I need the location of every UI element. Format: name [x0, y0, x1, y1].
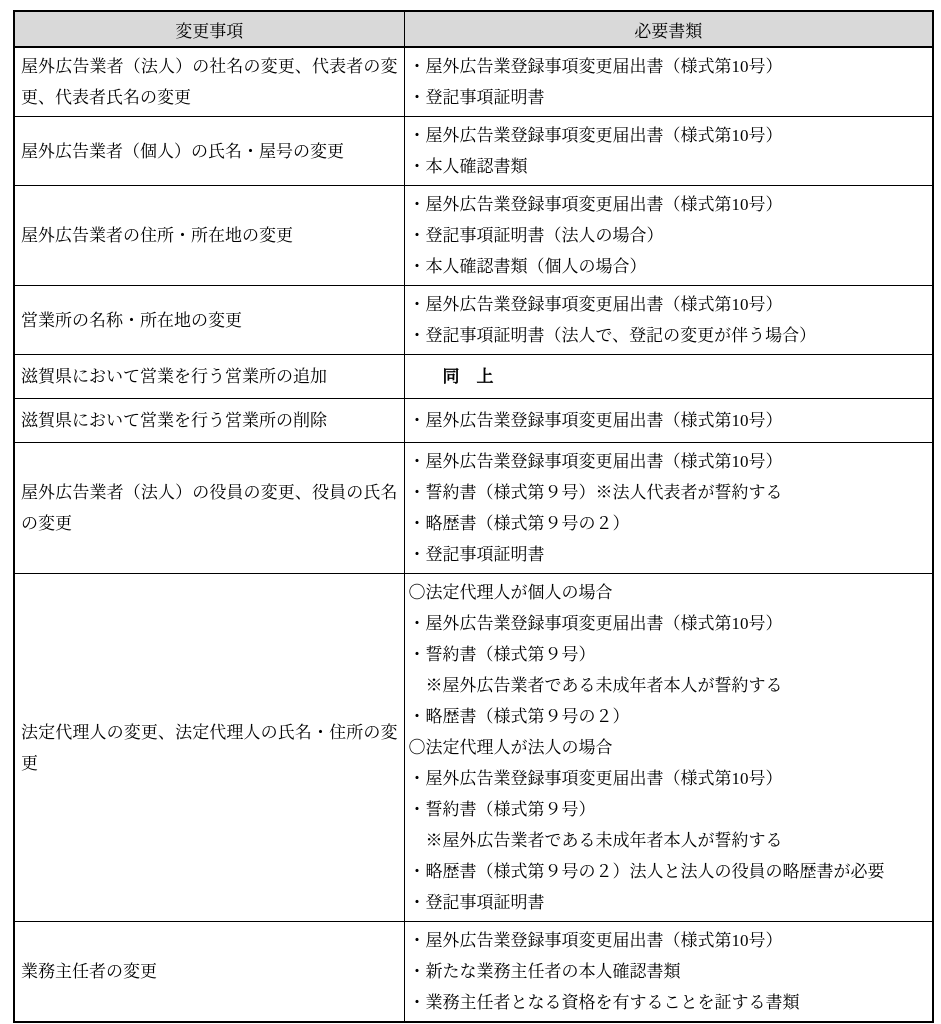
- doc-line: ・屋外広告業登録事項変更届出書（様式第10号）: [408, 195, 783, 214]
- required-docs-cell: [404, 117, 933, 186]
- doc-line: ・屋外広告業登録事項変更届出書（様式第10号）: [408, 295, 783, 314]
- doc-line: ・略歴書（様式第９号の２）法人と法人の役員の略歴書が必要: [408, 862, 885, 881]
- required-docs-cell: [404, 574, 933, 922]
- doc-line: 〇法定代理人が個人の場合: [408, 583, 613, 602]
- doc-line: ・略歴書（様式第９号の２）: [408, 514, 630, 533]
- change-item-cell: 屋外広告業者（個人）の氏名・屋号の変更: [14, 117, 404, 186]
- change-item-cell: 屋外広告業者の住所・所在地の変更: [14, 186, 404, 286]
- table-row: [14, 399, 933, 443]
- doc-line: ・屋外広告業登録事項変更届出書（様式第10号）: [408, 614, 783, 633]
- doc-line: ・屋外広告業登録事項変更届出書（様式第10号）: [408, 126, 783, 145]
- required-docs-cell: [404, 47, 933, 117]
- change-item-cell: 滋賀県において営業を行う営業所の追加: [14, 355, 404, 399]
- header-row: [14, 11, 933, 47]
- table-row: [14, 47, 933, 117]
- doc-line: 〇法定代理人が法人の場合: [408, 738, 613, 757]
- change-item-cell: 屋外広告業者（法人）の社名の変更、代表者の変更、代表者氏名の変更: [14, 47, 404, 117]
- change-item-cell: 法定代理人の変更、法定代理人の氏名・住所の変更: [14, 574, 404, 922]
- doc-line: ・登記事項証明書: [408, 88, 545, 107]
- doc-line: ・屋外広告業登録事項変更届出書（様式第10号）: [408, 931, 783, 950]
- required-docs-cell: [404, 286, 933, 355]
- doc-line: ・登記事項証明書（法人の場合）: [408, 226, 664, 245]
- doc-line: ・登記事項証明書: [408, 545, 545, 564]
- doc-line: ・誓約書（様式第９号）※法人代表者が誓約する: [408, 483, 783, 502]
- required-docs-cell: [404, 355, 933, 399]
- required-docs-cell: [404, 399, 933, 443]
- change-item-cell: 屋外広告業者（法人）の役員の変更、役員の氏名の変更: [14, 443, 404, 574]
- required-docs-cell: [404, 443, 933, 574]
- header-required-docs: 必要書類: [404, 11, 933, 47]
- table-row: [14, 574, 933, 922]
- doc-line: ・本人確認書類: [408, 157, 528, 176]
- doc-line: ・屋外広告業登録事項変更届出書（様式第10号）: [408, 452, 783, 471]
- header-change-item: 変更事項: [14, 11, 404, 47]
- doc-line: ・登記事項証明書（法人で、登記の変更が伴う場合）: [408, 326, 817, 345]
- doc-line: ・屋外広告業登録事項変更届出書（様式第10号）: [408, 411, 783, 430]
- doc-line: ※屋外広告業者である未成年者本人が誓約する: [425, 676, 783, 695]
- doc-line: ・登記事項証明書: [408, 893, 545, 912]
- table-body: [14, 47, 933, 1022]
- doc-line: ・業務主任者となる資格を有することを証する書類: [408, 993, 800, 1012]
- doc-line: ・屋外広告業登録事項変更届出書（様式第10号）: [408, 769, 783, 788]
- required-docs-cell: [404, 922, 933, 1023]
- doc-line: 同 上: [442, 367, 494, 386]
- doc-line: ・誓約書（様式第９号）: [408, 800, 596, 819]
- table-row: [14, 286, 933, 355]
- table-row: [14, 186, 933, 286]
- table-row: [14, 922, 933, 1023]
- table-header: [14, 11, 933, 47]
- change-item-cell: 業務主任者の変更: [14, 922, 404, 1023]
- table-row: [14, 355, 933, 399]
- doc-line: ・新たな業務主任者の本人確認書類: [408, 962, 681, 981]
- doc-line: ・誓約書（様式第９号）: [408, 645, 596, 664]
- table-row: [14, 117, 933, 186]
- doc-line: ・本人確認書類（個人の場合）: [408, 257, 647, 276]
- required-docs-cell: [404, 186, 933, 286]
- table-row: [14, 443, 933, 574]
- change-item-cell: 滋賀県において営業を行う営業所の削除: [14, 399, 404, 443]
- change-requirements-table: [13, 10, 934, 1023]
- doc-line: ・屋外広告業登録事項変更届出書（様式第10号）: [408, 57, 783, 76]
- doc-line: ・略歴書（様式第９号の２）: [408, 707, 630, 726]
- change-item-cell: 営業所の名称・所在地の変更: [14, 286, 404, 355]
- doc-line: ※屋外広告業者である未成年者本人が誓約する: [425, 831, 783, 850]
